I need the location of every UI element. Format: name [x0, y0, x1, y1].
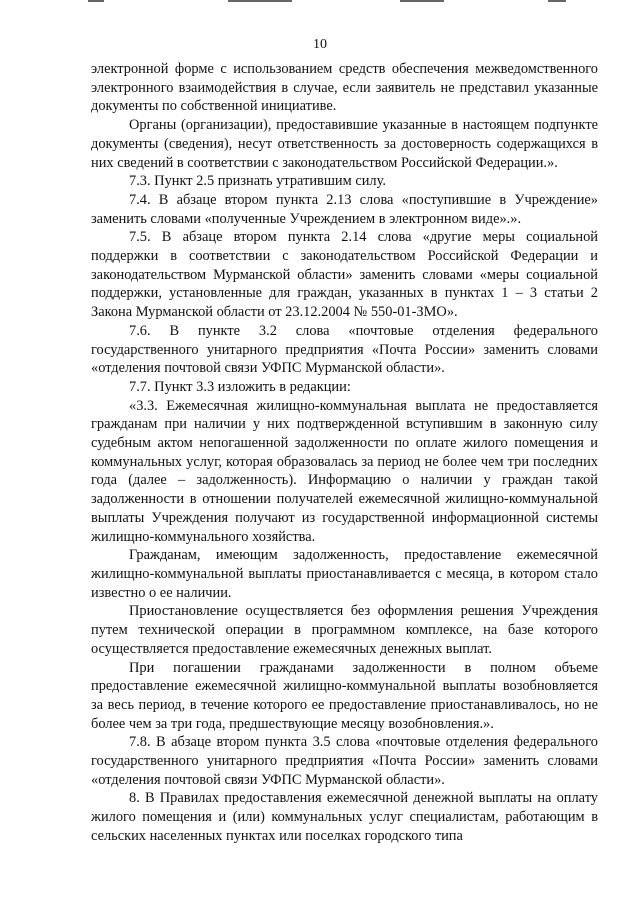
paragraph: 7.5. В абзаце втором пункта 2.14 слова «другие меры социальной поддержки в соответствии с законодательством Российской Федерации и законодательством Мурманской области» заменить словами «меры социальной поддержки, установленные для граждан, указанных в пунктах 1 – 3 статьи 2 Закона Мурманской области от 23.12.2004 № 550-01-ЗМО». [91, 229, 598, 321]
page-number: 10 [313, 37, 327, 52]
scan-artifacts [0, 0, 640, 6]
scan-mark [88, 0, 104, 2]
paragraph: «3.3. Ежемесячная жилищно-коммунальная выплата не предоставляется гражданам при наличии у них подтвержденной вступившим в законную силу судебным актом непогашенной задолженности по оплате жилого помещения и коммунальных услуг, которая образовалась за период не более чем три последних года (далее – задолженность). Информацию о наличии у граждан такой задолженности в отношении получателей ежемесячной жилищно-коммунальной выплаты Учреждения получают из государственной информационной системы жилищно-коммунального хозяйства. [91, 397, 598, 545]
scan-mark [548, 0, 566, 2]
paragraph: При погашении гражданами задолженности в полном объеме предоставление ежемесячной жилищно-коммунальной выплаты возобновляется за весь период, в течение которого ее предоставление приостанавливалось, но не более чем за три года, предшествующие месяцу возобновления.». [91, 659, 598, 732]
paragraph: 7.6. В пункте 3.2 слова «почтовые отделения федерального государственного унитарного предприятия «Почта России» заменить словами «отделения почтовой связи УФПС Мурманской области». [91, 322, 598, 377]
paragraph: 7.4. В абзаце втором пункта 2.13 слова «поступившие в Учреждение» заменить словами «полученные Учреждением в электронном виде».». [91, 191, 598, 227]
paragraph: 7.7. Пункт 3.3 изложить в редакции: [129, 378, 351, 395]
scan-mark [228, 0, 292, 2]
paragraph: Приостановление осуществляется без оформления решения Учреждения путем технической операции в программном комплексе, на базе которого осуществляется предоставление ежемесячных денежных выплат. [91, 603, 598, 657]
scan-mark [400, 0, 444, 2]
paragraph: Органы (организации), предоставившие указанные в настоящем подпункте документы (сведения), несут ответственность за достоверность содержащихся в них сведений в соответствии с законодательством Российской Федерации.». [91, 117, 598, 171]
paragraph: электронной форме с использованием средств обеспечения межведомственного электронного взаимодействия в случае, если заявитель не представил указанные документы по собственной инициативе. [91, 61, 598, 115]
paragraph: 7.8. В абзаце втором пункта 3.5 слова «почтовые отделения федерального государственного унитарного предприятия «Почта России» заменить словами «отделения почтовой связи УФПС Мурманской области». [91, 734, 598, 788]
paragraph: Гражданам, имеющим задолженность, предоставление ежемесячной жилищно-коммунальной выплаты приостанавливается с месяца, в котором стало известно о ее наличии. [91, 547, 598, 601]
paragraph: 8. В Правилах предоставления ежемесячной денежной выплаты на оплату жилого помещения и (или) коммунальных услуг специалистам, работающим в сельских населенных пунктах или поселках городского типа [91, 790, 598, 844]
document-body [91, 60, 598, 846]
paragraph: 7.3. Пункт 2.5 признать утратившим силу. [129, 173, 386, 190]
